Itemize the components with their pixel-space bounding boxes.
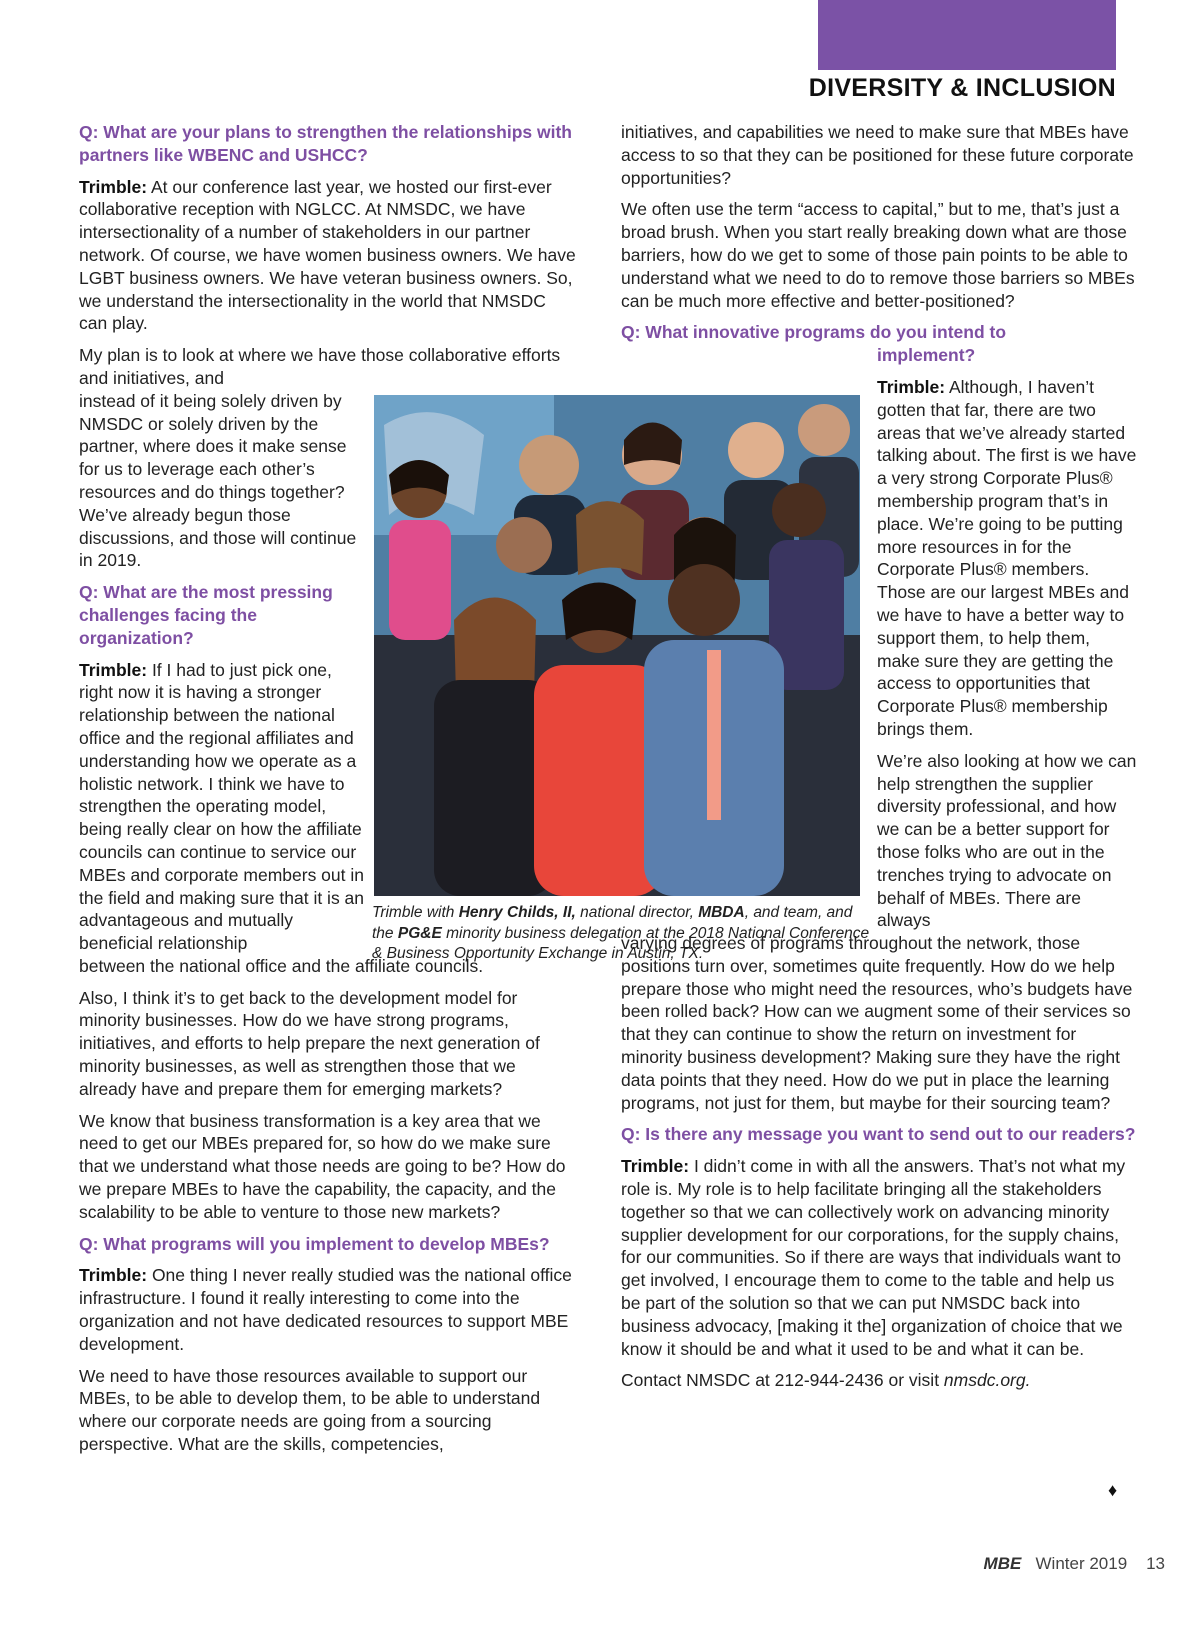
caption-org: PG&E	[397, 924, 442, 942]
contact-line	[621, 1369, 1137, 1392]
caption-org: MBDA	[698, 904, 745, 921]
question-innovative: Q: What innovative programs do you intend to	[621, 322, 1007, 343]
speaker-label: Trimble:	[79, 176, 148, 197]
answer-programs	[79, 1264, 577, 1355]
capital-paragraph: We often use the term “access to capital,” but to me, that’s just a broad brush. When you start really breaking down what are those barriers, how do we get to some of those pain points to be able to understand what we need to do to remove those barriers so MBEs can be much more effective and better-positioned?	[621, 199, 1135, 311]
answer-text: Although, I haven’t gotten that far, there are two areas that we’ve already started talking about. The first is we have a very strong Corporate Plus® membership program that’s in place. We’re going to be putting more resources in for the Corporate Plus® members. Those are our largest MBEs and we have to have a better way to support them, to help them, make sure they are getting the access to opportunities that Corporate Plus® membership brings them.	[877, 376, 1137, 739]
page-footer	[984, 1554, 1165, 1574]
page-number: 13	[1146, 1554, 1165, 1573]
group-photo-illustration	[374, 395, 860, 896]
answer-partners	[79, 176, 577, 336]
caption-text: Trimble with	[372, 904, 459, 921]
question-innovative-continued: implement?	[877, 345, 976, 366]
capabilities-paragraph: initiatives, and capabilities we need to make sure that MBEs have access to so that they can be positioned for these future corporate opportunities?	[621, 122, 1134, 188]
caption-text: minority business delegation at the 2018 National Conference & Business Opportunity Exchange in Austin, TX.	[372, 924, 870, 962]
contact-link[interactable]: nmsdc.org.	[943, 1370, 1031, 1391]
plan-paragraph-continued: instead of it being solely driven by NMSDC or solely driven by the partner, where does it make sense for us to leverage each other’s resources and do things together? We’ve already begun those discussions, and those will continue in 2019.	[79, 390, 357, 571]
transformation-paragraph: We know that business transformation is a key area that we need to get our MBEs prepared for, so how do we make sure that we understand what those needs are going to be? How do we prepare MBEs to have the capability, the capacity, and the scalability to be able to venture to those new markets?	[79, 1110, 566, 1222]
caption-name: Henry Childs, II,	[458, 904, 576, 921]
group-photo	[374, 395, 860, 896]
plan-text-wide: My plan is to look at where we have those collaborative efforts and initiatives, and	[79, 345, 561, 388]
issue-date: Winter 2019	[1035, 1554, 1128, 1573]
question-message: Q: Is there any message you want to send out to our readers?	[621, 1124, 1136, 1145]
answer-text: At our conference last year, we hosted our first-ever collaborative reception with NGLCC. At NMSDC, we have intersectionality of a number of stakeholders in our partner network. Of course, we have women business owners. We have LGBT business owners. We have veteran business owners. So, we understand the intersectionality in the world that NMSDC can play.	[79, 176, 576, 334]
answer-text: One thing I never really studied was the national office infrastructure. I found it really interesting to come into the organization and not have dedicated resources to support MBE development.	[79, 1265, 572, 1354]
answer-challenges-tail: between the national office and the affiliate councils.	[79, 955, 484, 976]
photo-caption	[372, 903, 872, 965]
supplier-diversity-paragraph: We’re also looking at how we can help strengthen the supplier diversity professional, and how we can be a better support for those folks who are out in the trenches trying to advocate on behalf of MBEs. There are always	[877, 750, 1137, 931]
caption-text: , and team, and the	[372, 904, 853, 942]
speaker-label: Trimble:	[877, 376, 946, 397]
answer-message	[621, 1155, 1137, 1360]
speaker-label: Trimble:	[79, 659, 148, 680]
answer-challenges	[79, 659, 365, 955]
question-challenges: Q: What are the most pressing challenges facing the organization?	[79, 582, 333, 648]
development-paragraph: Also, I think it’s to get back to the development model for minority businesses. How do we have strong programs, initiatives, and efforts to help prepare the next generation of minority businesses, as well as strengthen those that we already have and prepare them for emerging markets?	[79, 987, 540, 1099]
speaker-label: Trimble:	[621, 1156, 690, 1177]
supplier-diversity-tail: varying degrees of programs throughout the network, those positions turn over, sometimes quite frequently. How do we help prepare those who might need the resources, who’s budgets have been rolled back? How can we augment some of their services so that they can continue to show the return on investment for minority business development? Making sure they have the right data points that they need. How do we put in place the learning programs, not just for them, but maybe for their sourcing team?	[621, 933, 1133, 1113]
magazine-name: MBE	[983, 1554, 1022, 1573]
section-label: DIVERSITY & INCLUSION	[808, 74, 1116, 102]
question-partners: Q: What are your plans to strengthen the relationships with partners like WBENC and USHCC?	[79, 122, 572, 165]
end-of-article-mark: ♦	[1108, 1480, 1118, 1500]
answer-text: If I had to just pick one, right now it is having a stronger relationship between the national office and the regional affiliates and understanding how we operate as a holistic network. I think we have to strengthen the operating model, being really clear on how the affiliate councils can continue to service our MBEs and corporate members out in the field and making sure that it is an advantageous and mutually beneficial relationship	[79, 659, 365, 954]
caption-text: national director,	[575, 904, 699, 921]
answer-text: I didn’t come in with all the answers. That’s not what my role is. My role is to help facilitate bringing all the stakeholders together so that we can collectively work on advancing minority supplier development for our corporations, for the supply chains, for our communities. So if there are ways that individuals want to get involved, I encourage them to come to the table and help us be part of the solution so that we can put NMSDC back into business advocacy, [making it the] organization of choice that we know it should be and what it used to be and what it can be.	[621, 1156, 1126, 1359]
resources-paragraph: We need to have those resources available to support our MBEs, to be able to develop them, to be able to understand where our corporate needs are going from a sourcing perspective. What are the skills, competencies,	[79, 1365, 541, 1455]
speaker-label: Trimble:	[79, 1265, 148, 1286]
header-color-bar	[818, 0, 1116, 70]
contact-text: Contact NMSDC at 212-944-2436 or visit	[621, 1370, 944, 1391]
question-programs: Q: What programs will you implement to develop MBEs?	[79, 1233, 550, 1254]
plan-paragraph	[79, 344, 577, 390]
